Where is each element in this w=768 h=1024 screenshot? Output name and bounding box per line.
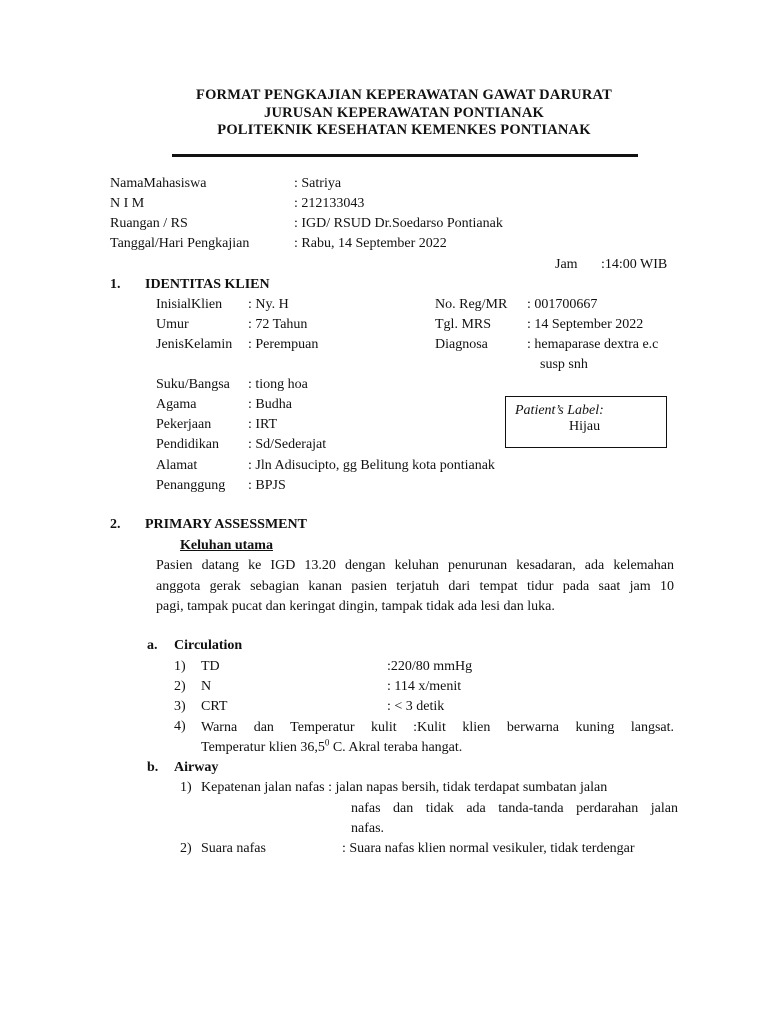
circ-item-label: N	[201, 679, 212, 694]
section2-title: PRIMARY ASSESSMENT	[145, 517, 307, 532]
time-value: :14:00 WIB	[601, 257, 668, 272]
room-label: Ruangan / RS	[110, 216, 188, 231]
student-name-label: NamaMahasiswa	[110, 176, 207, 191]
address-value: : Jln Adisucipto, gg Belitung kota pontianak	[248, 458, 495, 473]
airway-item-1-num: 1)	[180, 780, 192, 795]
date-value: : Rabu, 14 September 2022	[294, 236, 447, 251]
mrs-label: Tgl. MRS	[435, 317, 492, 332]
circ-item-value: : 114 x/menit	[387, 679, 462, 694]
circ-item-4-num: 4)	[174, 719, 186, 734]
patient-label-title: Patient’s Label:	[515, 403, 604, 418]
header-line-2: JURUSAN KEPERAWATAN PONTIANAK	[264, 105, 544, 121]
nim-value: : 212133043	[294, 196, 365, 211]
akral-text: C. Akral teraba hangat.	[329, 740, 463, 755]
nim-label: N I M	[110, 196, 145, 211]
airway-title: Airway	[174, 760, 219, 775]
circ-item-value: : < 3 detik	[387, 699, 445, 714]
degree-sup: 0	[324, 737, 330, 748]
patient-label-value: Hijau	[569, 419, 601, 434]
religion-label: Agama	[156, 397, 197, 412]
diagnosis-value-cont: susp snh	[540, 357, 588, 372]
airway-letter: b.	[147, 760, 159, 775]
initial-value: : Ny. H	[248, 297, 289, 312]
circ-item-num: 1)	[174, 659, 186, 674]
airway-item-1-line-1: Kepatenan jalan nafas : jalan napas bersih, tidak terdapat sumbatan jalan	[201, 780, 608, 795]
airway-item-1-line-3: nafas.	[351, 821, 385, 836]
circulation-title: Circulation	[174, 638, 243, 653]
complaint-line-1: Pasien datang ke IGD 13.20 dengan keluhan penurunan kesadaran, ada kelemahan	[156, 558, 674, 573]
education-value: : Sd/Sederajat	[248, 437, 327, 452]
complaint-line-2: anggota gerak sebagian kanan pasien terjatuh dari tempat tidur pada saat jam 10	[156, 579, 674, 594]
section1-number: 1.	[110, 277, 121, 292]
job-value: : IRT	[248, 417, 278, 432]
header-line-3: POLITEKNIK KESEHATAN KEMENKES PONTIANAK	[217, 122, 591, 138]
ethnic-label: Suku/Bangsa	[156, 377, 230, 392]
mrs-value: : 14 September 2022	[527, 317, 644, 332]
circ-item-num: 3)	[174, 699, 186, 714]
reg-label: No. Reg/MR	[435, 297, 508, 312]
room-value: : IGD/ RSUD Dr.Soedarso Pontianak	[294, 216, 503, 231]
airway-item-2-label: Suara nafas	[201, 841, 266, 856]
circ-item-4-line-1: Warna dan Temperatur kulit :Kulit klien berwarna kuning langsat.	[201, 720, 674, 735]
sex-label: JenisKelamin	[156, 337, 233, 352]
section1-title: IDENTITAS KLIEN	[145, 277, 270, 292]
circ-item-4-line-2	[201, 739, 462, 757]
address-label: Alamat	[156, 458, 198, 473]
complaint-title: Keluhan utama	[180, 538, 273, 553]
age-value: : 72 Tahun	[248, 317, 308, 332]
circ-item-value: :220/80 mmHg	[387, 659, 473, 674]
age-label: Umur	[156, 317, 189, 332]
circ-item-label: CRT	[201, 699, 228, 714]
circulation-letter: a.	[147, 638, 158, 653]
temperature-text: Temperatur klien 36,5	[201, 740, 325, 755]
section2-number: 2.	[110, 517, 121, 532]
diagnosis-value: : hemaparase dextra e.c	[527, 337, 659, 352]
patient-label-box	[505, 396, 667, 448]
ethnic-value: : tiong hoa	[248, 377, 308, 392]
job-label: Pekerjaan	[156, 417, 212, 432]
reg-value: : 001700667	[527, 297, 598, 312]
student-name-value: : Satriya	[294, 176, 342, 191]
date-label: Tanggal/Hari Pengkajian	[110, 236, 250, 251]
payer-value: : BPJS	[248, 478, 286, 493]
initial-label: InisialKlien	[156, 297, 223, 312]
header-divider	[172, 154, 638, 157]
circ-item-label: TD	[201, 659, 220, 674]
airway-item-2-num: 2)	[180, 841, 192, 856]
header-line-1: FORMAT PENGKAJIAN KEPERAWATAN GAWAT DARURAT	[196, 87, 612, 103]
religion-value: : Budha	[248, 397, 292, 412]
time-label: Jam	[555, 257, 578, 272]
sex-value: : Perempuan	[248, 337, 319, 352]
airway-item-2-value: : Suara nafas klien normal vesikuler, tidak terdengar	[342, 841, 635, 856]
education-label: Pendidikan	[156, 437, 219, 452]
circ-item-num: 2)	[174, 679, 186, 694]
complaint-line-3: pagi, tampak pucat dan keringat dingin, tampak tidak ada lesi dan luka.	[156, 599, 555, 614]
diagnosis-label: Diagnosa	[435, 337, 488, 352]
airway-item-1-line-2: nafas dan tidak ada tanda-tanda perdarahan jalan	[351, 801, 678, 816]
payer-label: Penanggung	[156, 478, 226, 493]
